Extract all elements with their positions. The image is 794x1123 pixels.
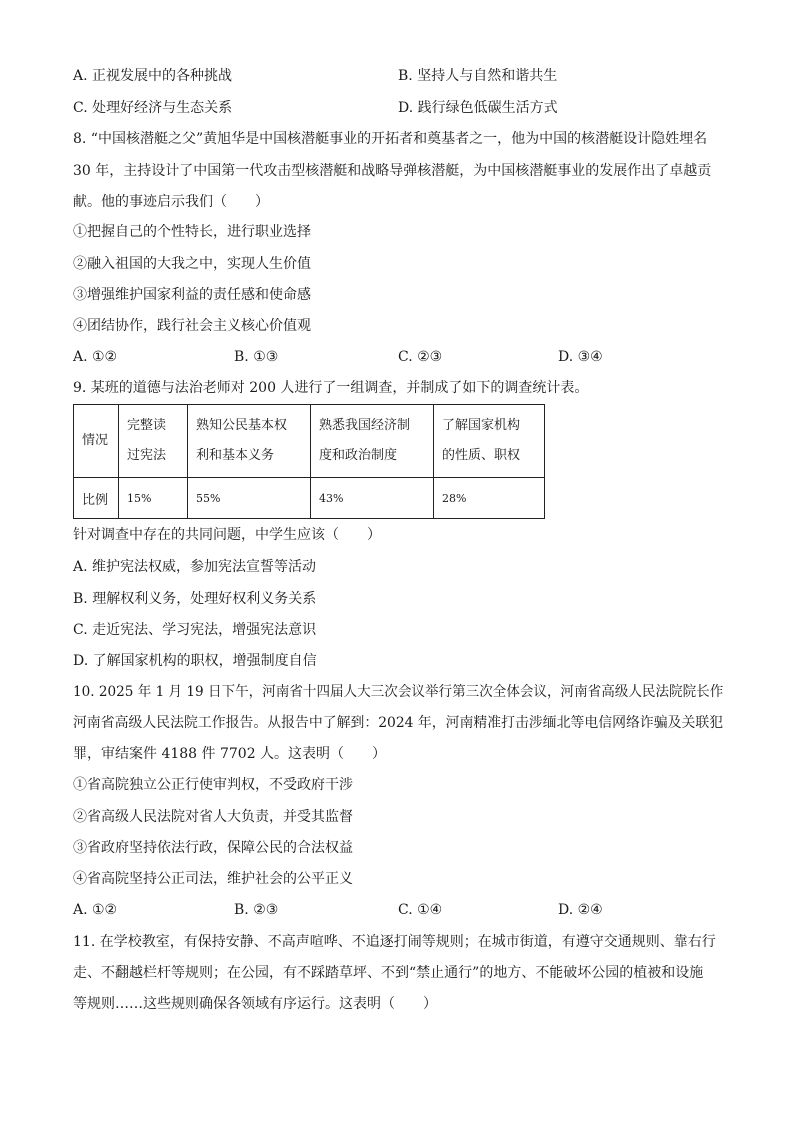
q7-option-c: C. 处理好经济与生态关系 (73, 100, 233, 116)
survey-col-1-value: 15% (119, 478, 188, 519)
survey-col-1-header (119, 405, 188, 478)
survey-col-4-value: 28% (434, 478, 545, 519)
survey-row-header: 情况 (74, 405, 119, 478)
q11-stem-line-1: 11. 在学校教室，有保持安静、不高声喧哗、不追逐打闹等规则；在城市街道，有遵守交通规则、靠右行 (73, 934, 716, 950)
survey-value-row (74, 478, 545, 519)
survey-col-2-value: 55% (188, 478, 311, 519)
survey-col-2-label-line-1: 熟知公民基本权 (196, 418, 288, 433)
q8-option-b: B. ①③ (234, 349, 279, 365)
survey-col-2-label-line-2: 利和基本义务 (196, 448, 275, 463)
survey-col-3-label-line-2: 度和政治制度 (319, 448, 398, 463)
survey-table (73, 404, 545, 519)
survey-col-1-label-line-2: 过宪法 (127, 448, 167, 463)
q10-item-2: ②省高级人民法院对省人大负责，并受其监督 (73, 809, 353, 825)
q10-option-c: C. ①④ (398, 902, 443, 918)
q9-question: 针对调查中存在的共同问题，中学生应该（ ） (73, 527, 381, 543)
q8-stem-line-1: 8. “中国核潜艇之父”黄旭华是中国核潜艇事业的开拓者和奠基者之一，他为中国的核潜艇设计隐姓埋名 (73, 131, 708, 147)
q8-option-a: A. ①② (73, 349, 118, 365)
q10-option-d: D. ②④ (558, 902, 603, 918)
q9-option-d: D. 了解国家机构的职权，增强制度自信 (73, 653, 317, 669)
q11-stem-line-2: 走、不翻越栏杆等规则；在公园，有不踩踏草坪、不到“禁止通行”的地方、不能破坏公园的植被和设施 (73, 965, 704, 981)
q8-item-4: ④团结协作，践行社会主义核心价值观 (73, 318, 311, 334)
q8-option-c: C. ②③ (398, 349, 443, 365)
q10-stem-line-2: 河南省高级人民法院工作报告。从报告中了解到：2024 年，河南精准打击涉缅北等电信网络诈骗及关联犯 (73, 715, 724, 731)
survey-header-row (74, 405, 545, 478)
survey-col-3-header (311, 405, 434, 478)
q9-stem: 9. 某班的道德与法治老师对 200 人进行了一组调查，并制成了如下的调查统计表。 (73, 380, 589, 396)
q7-option-d: D. 践行绿色低碳生活方式 (398, 100, 558, 116)
survey-value-row-header: 比例 (74, 478, 119, 519)
q9-option-c: C. 走近宪法、学习宪法，增强宪法意识 (73, 622, 317, 638)
q10-item-4: ④省高院坚持公正司法，维护社会的公平正义 (73, 871, 353, 887)
survey-col-2-header (188, 405, 311, 478)
q10-item-1: ①省高院独立公正行使审判权，不受政府干涉 (73, 777, 353, 793)
q10-option-a: A. ①② (73, 902, 118, 918)
q10-option-b: B. ②③ (234, 902, 279, 918)
q10-item-3: ③省政府坚持依法行政，保障公民的合法权益 (73, 840, 353, 856)
q7-option-a: A. 正视发展中的各种挑战 (73, 68, 233, 84)
survey-col-1-label-line-1: 完整读 (127, 418, 167, 433)
survey-col-4-label-line-2: 的性质、职权 (442, 448, 521, 463)
q11-stem-line-3: 等规则……这些规则确保各领域有序运行。这表明（ ） (73, 996, 437, 1012)
q9-option-a: A. 维护宪法权威，参加宪法宣誓等活动 (73, 559, 317, 575)
q8-option-d: D. ③④ (558, 349, 603, 365)
survey-col-3-value: 43% (311, 478, 434, 519)
survey-col-4-label-line-1: 了解国家机构 (442, 418, 521, 433)
survey-col-4-header (434, 405, 545, 478)
q7-option-b: B. 坚持人与自然和谐共生 (398, 68, 558, 84)
q9-option-b: B. 理解权利义务，处理好权利义务关系 (73, 591, 317, 607)
q10-stem-line-1: 10. 2025 年 1 月 19 日下午，河南省十四届人大三次会议举行第三次全体会议，河南省高级人民法院院长作 (73, 684, 724, 700)
q8-item-2: ②融入祖国的大我之中，实现人生价值 (73, 256, 311, 272)
q10-stem-line-3: 罪，审结案件 4188 件 7702 人。这表明（ ） (73, 746, 387, 762)
q8-stem-line-3: 献。他的事迹启示我们（ ） (73, 194, 269, 210)
q8-stem-line-2: 30 年，主持设计了中国第一代攻击型核潜艇和战略导弹核潜艇，为中国核潜艇事业的发展作出了卓越贡 (73, 163, 712, 179)
survey-col-3-label-line-1: 熟悉我国经济制 (319, 418, 411, 433)
q8-item-1: ①把握自己的个性特长，进行职业选择 (73, 224, 311, 240)
q8-item-3: ③增强维护国家利益的责任感和使命感 (73, 287, 311, 303)
